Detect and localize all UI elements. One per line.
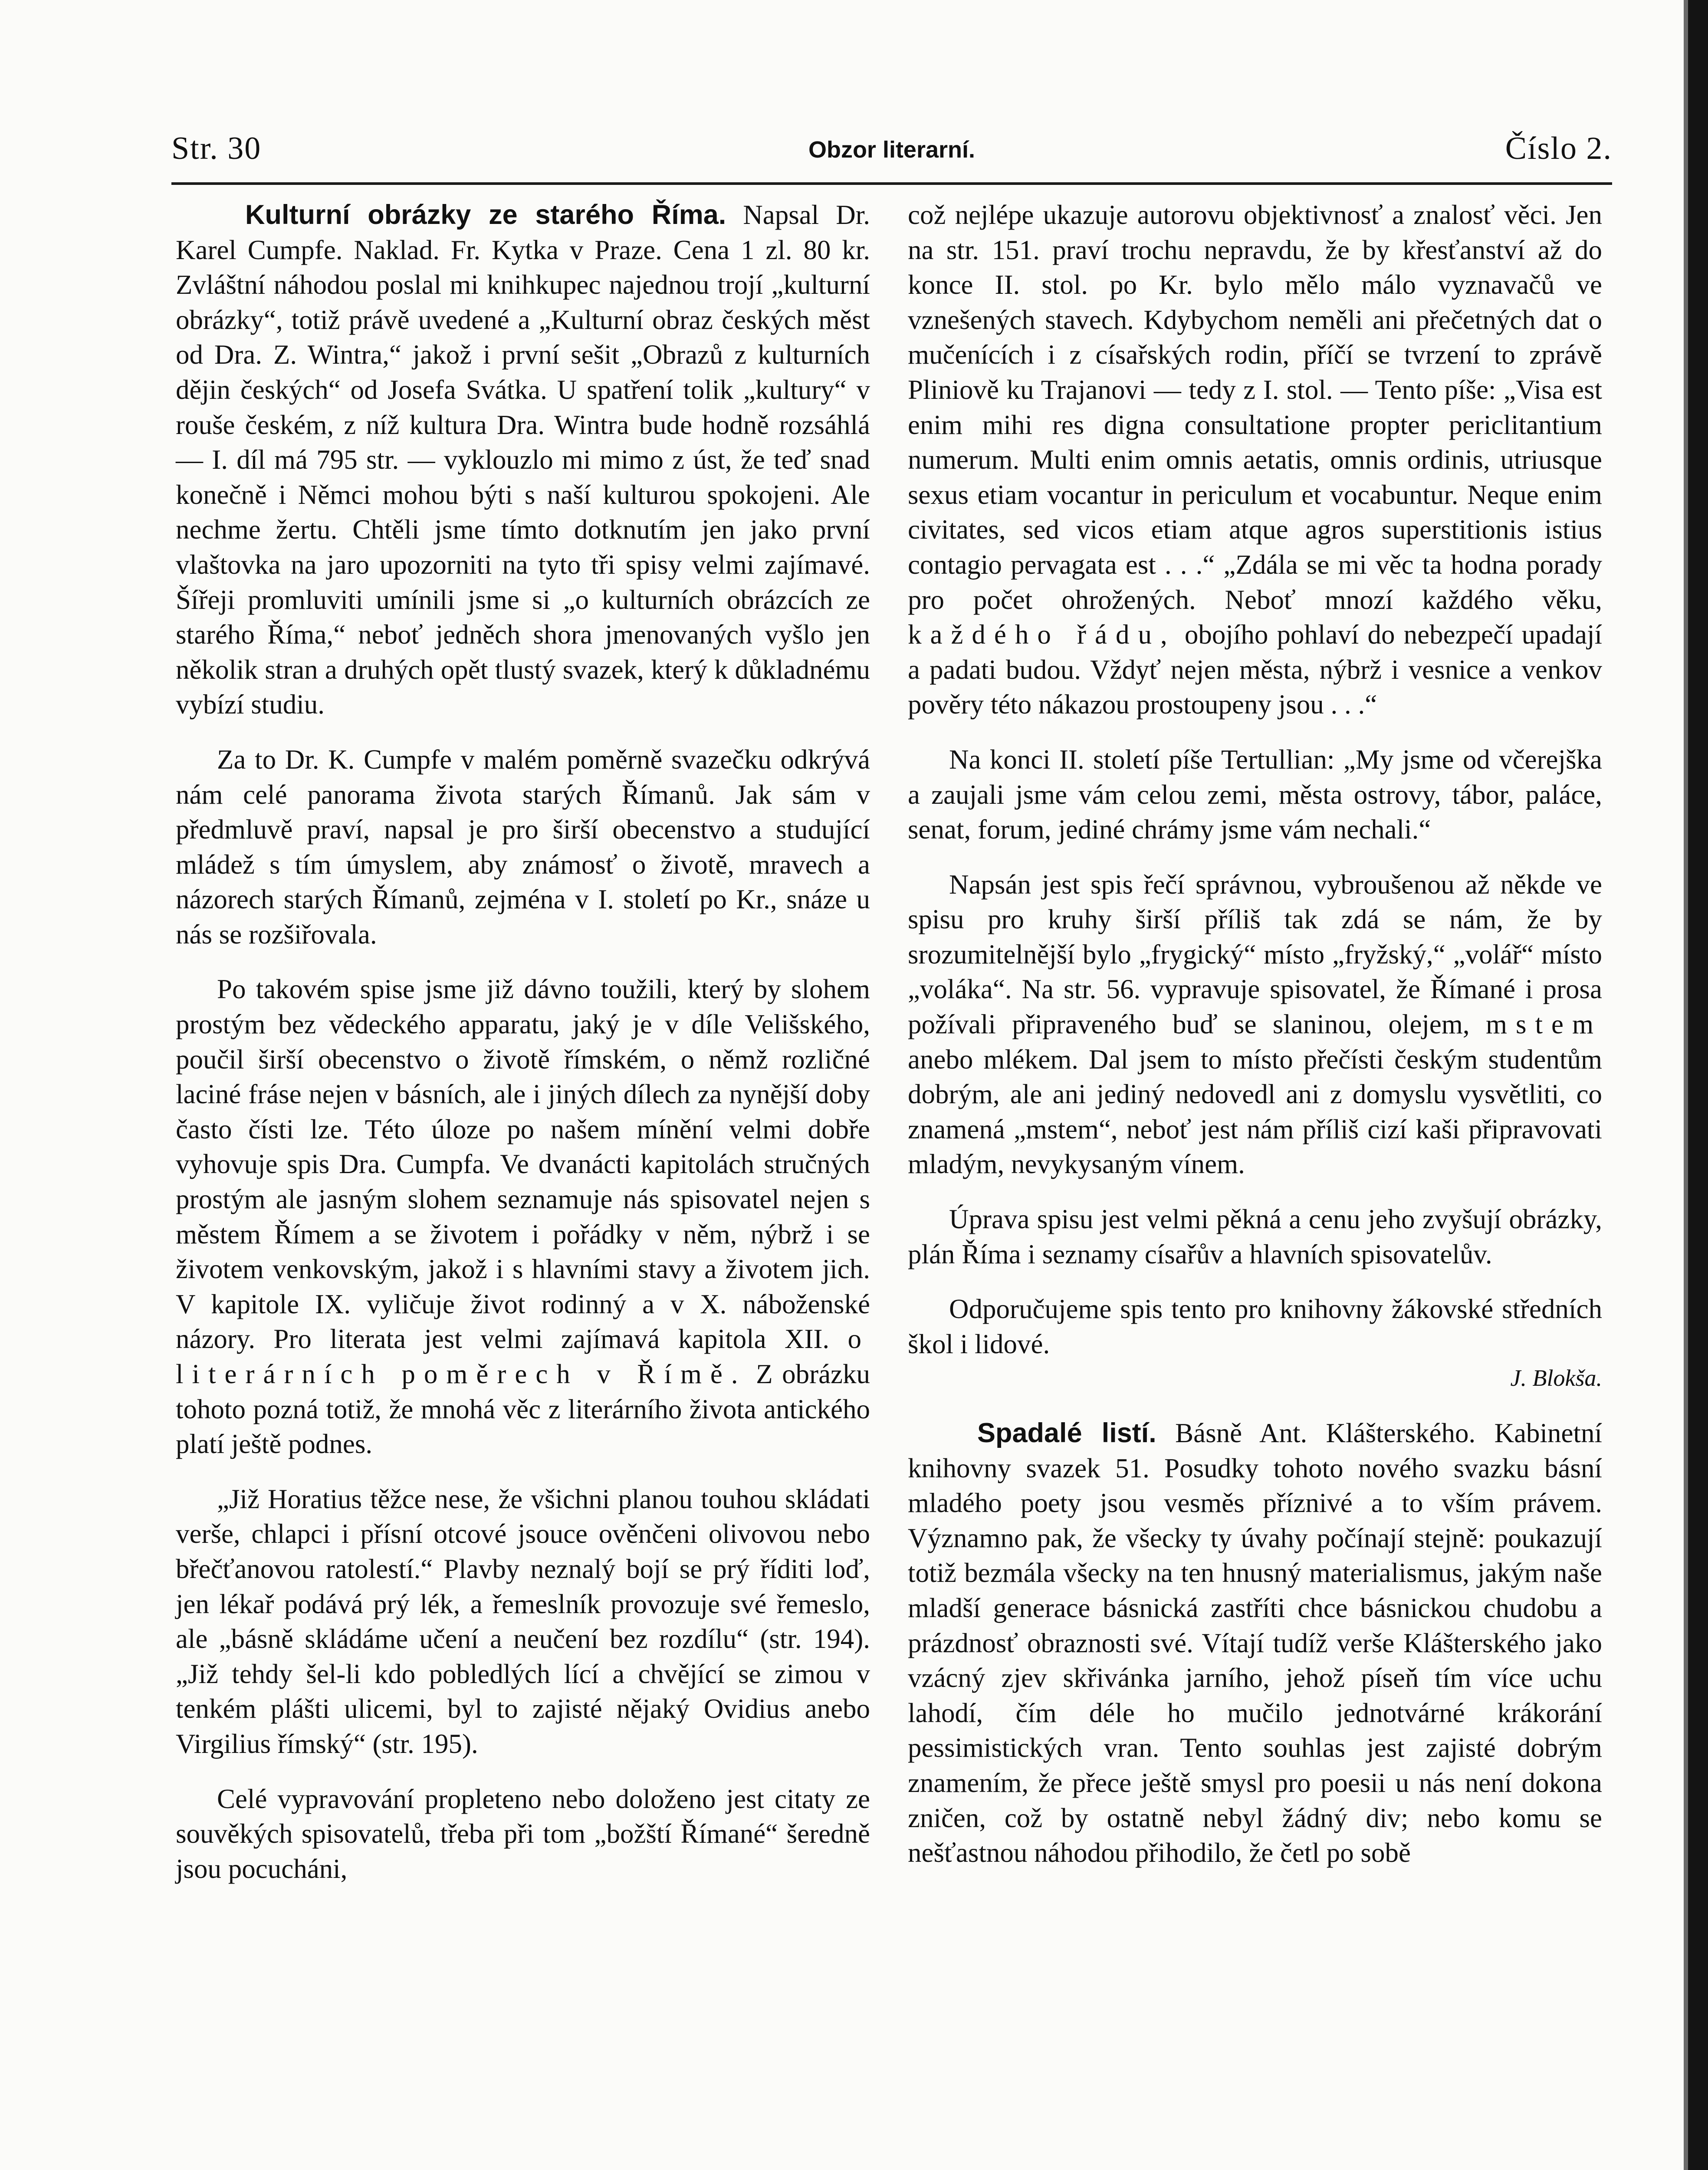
scan-border [1688, 0, 1708, 2170]
header-rule [171, 182, 1612, 185]
paragraph: Na konci II. století píše Tertullian: „My jsme od včerejška a zaujali jsme vám celou zemi, města ostrovy, tábor, paláce, senat, forum, jediné chrámy jsme vám nechali.“ [908, 744, 1602, 845]
left-column [176, 197, 870, 1906]
author-signature: J. Blokša. [1510, 1365, 1602, 1391]
scan-edge [1684, 0, 1688, 2170]
paragraph: „Již Horatius těžce nese, že všichni planou touhou skládati verše, chlapci i přísní otcové jsouce ověnčeni olivovou nebo břečťanovou ratolestí.“ Plavby neznalý bojí se prý říditi loď, jen lékař podává prý lék, a řemeslník provozuje své řemeslo, ale „básně skládáme učení a neučení bez rozdílu“ (str. 194). „Již tehdy šel-li kdo pobledlých lící a chvějící se zimou v tenkém plášti ulicemi, byl to zajisté nějaký Ovidius anebo Virgilius římský“ (str. 195). [176, 1483, 870, 1759]
paragraph: Po takovém spise jsme již dávno toužili, který by slohem prostým bez vědeckého apparatu, jaký je v díle Velišského, poučil širší obecenstvo o životě římském, o němž rozličné laciné fráse nejen v básních, ale i jiných dílech za nynější doby často čísti lze. Této úloze po našem mínění velmi dobře vyhovuje spis Dra. Cumpfa. Ve dvanácti kapitolách stručných prostým ale jasným slohem seznamuje nás spisovatel nejen s městem Římem a se životem i pořádky v něm, nýbrž i se životem venkovským, jakož i s hlavními stavy a životem jich. V kapitole IX. vyličuje život rodinný a v X. náboženské názory. Pro literata jest velmi zajímavá kapitola XII. o literárních poměrech v Římě. Z obrázku tohoto pozná totiž, že mnohá věc z literárního života antického platí ještě podnes. [176, 974, 870, 1460]
issue-number: Číslo 2. [1505, 131, 1612, 166]
paragraph: což nejlépe ukazuje autorovu objektivnosť a znalosť věci. Jen na str. 151. praví trochu nepravdu, že by křesťanství až do konce II. stol. po Kr. bylo mělo málo vyznavačů ve vznešených stavech. Kdybychom neměli ani přečetných dat o mučenících i z císařských rodin, příčí se tvrzení to zprávě Pliniově ku Trajanovi — tedy z I. stol. — Tento píše: „Visa est enim mihi res digna consultatione propter periclitantium numerum. Multi enim omnis aetatis, omnis ordinis, utriusque sexus etiam vocantur in periculum et vocabuntur. Neque enim civitates, sed vicos etiam atque agros superstitionis istius contagio pervagata est . . .“ „Zdála se mi věc ta hodna porady pro počet ohrožených. Neboť mnozí každého věku, každého řádu, obojího pohlaví do nebezpečí upadají a padati budou. Vždyť nejen města, nýbrž i vesnice a venkov pověry této nákazou prostoupeny jsou . . .“ [908, 200, 1602, 720]
review-title: Kulturní obrázky ze starého Říma. [245, 200, 726, 230]
spaced-emphasis: každého řádu, [908, 619, 1176, 650]
journal-title: Obzor literarní. [808, 137, 976, 163]
right-column [908, 197, 1602, 1891]
paragraph: Napsán jest spis řečí správnou, vybroušenou až někde ve spisu pro kruhy širší příliš tak zdá se nám, že by srozumitelnější bylo „frygický“ místo „fryžský,“ „volář“ místo „voláka“. Na str. 56. vypravuje spisovatel, že Římané i prosa požívali připraveného buď se slaninou, olejem, mstem anebo mlékem. Dal jsem to místo přečísti českým studentům dobrým, ale ani jediný nedovedl ani z domyslu vysvětliti, co znamená „mstem“, neboť jest nám příliš cizí kaši připravovati mladým, nevykysaným vínem. [908, 869, 1603, 1180]
spaced-emphasis: mstem [1486, 1009, 1603, 1040]
paragraph: Za to Dr. K. Cumpfe v malém poměrně svazečku odkrývá nám celé panorama života starých Římanů. Jak sám v předmluvě praví, napsal je pro širší obecenstvo a studující mládež s tím úmyslem, aby známosť o životě, mravech a názorech starých Římanů, zejména v I. století po Kr., snáze u nás se rozšiřovala. [176, 744, 870, 950]
paragraph: Úprava spisu jest velmi pěkná a cenu jeho zvyšují obrázky, plán Říma i seznamy císařův a hlavních spisovatelův. [908, 1204, 1602, 1269]
review-cumpfe-intro: Kulturní obrázky ze starého Říma. Napsal Dr. Karel Cumpfe. Naklad. Fr. Kytka v Praze. Cena 1 zl. 80 kr. Zvláštní náhodou poslal mi knihkupec najednou trojí „kulturní obrázky“, totiž právě uvedené a „Kulturní obraz českých měst od Dra. Z. Wintra,“ jakož i první sešit „Obrazů z kulturních dějin českých“ od Josefa Svátka. U spatření tolik „kultury“ v rouše českém, z níž kultura Dra. Wintra bude hodně rozsáhlá — I. díl má 795 str. — vyklouzlo mi mimo z úst, že teď snad konečně i Němci mohou býti s naší kulturou spokojeni. Ale nechme žertu. Chtěli jsme tímto dotknutím jen jako první vlaštovka na jaro upozorniti na tyto tři spisy velmi zajímavé. Šířeji promluviti umínili jsme si „o kulturních obrázcích ze starého Říma,“ neboť jedněch shora jmenovaných vyšlo jen několik stran a druhých opět tlustý svazek, který k důkladnému vybízí studiu. [176, 200, 870, 720]
page-number: Str. 30 [171, 131, 262, 166]
paragraph: Celé vypravování propleteno nebo doloženo jest citaty ze souvěkých spisovatelů, třeba při tom „božští Římané“ šeredně jsou pocucháni, [176, 1783, 870, 1884]
review-title: Spadalé listí. [977, 1418, 1156, 1448]
review-spadale-listi: Spadalé listí. Básně Ant. Klášterského. Kabinetní knihovny svazek 51. Posudky tohoto nového svazku básní mladého poety jsou vesměs příznivé a to vším právem. Významno pak, že všecky ty úvahy počínají stejně: poukazují totiž bezmála všecky na ten hnusný materialismus, jakým naše mladší generace básnická zastříti chce básnickou chudobu a prázdnosť obraznosti své. Vítají tudíž verše Klášterského jako vzácný zjev skřivánka jarního, jehož píseň tím více uchu lahodí, čím déle ho mučilo jednotvárné krákorání pessimistických vran. Tento souhlas jest zajisté dobrým znamením, že přece ještě smysl pro poesii u nás není dokona zničen, což by ostatně nebyl žádný div; nebo komu se nešťastnou náhodou přihodilo, že četl po sobě [908, 1418, 1603, 1868]
paragraph: Odporučujeme spis tento pro knihovny žákovské středních škol i lidové. [908, 1294, 1602, 1359]
page-header [171, 130, 1612, 178]
spaced-emphasis: o literárních poměrech v Římě. [176, 1324, 870, 1389]
